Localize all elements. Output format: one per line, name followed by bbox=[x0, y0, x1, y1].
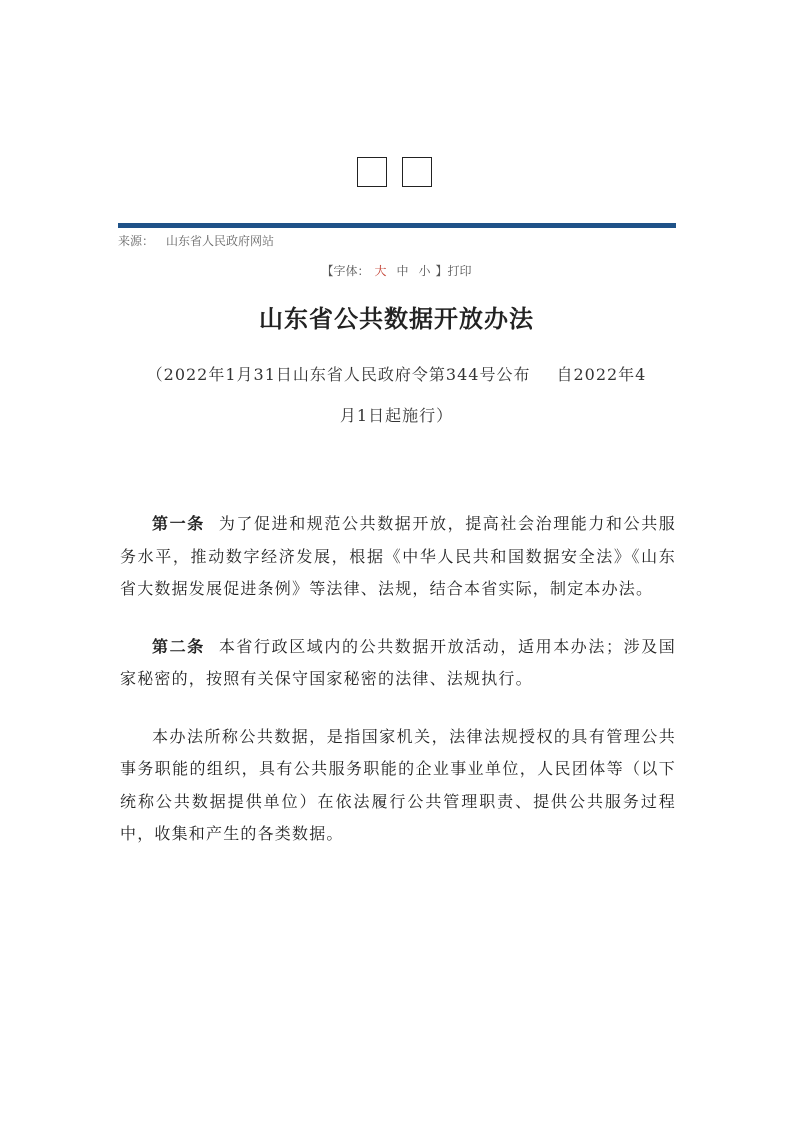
font-size-label: 字体： bbox=[333, 264, 370, 278]
subtitle-line-1 bbox=[0, 362, 793, 385]
document-body bbox=[120, 508, 676, 876]
subtitle-promulgation: （2022年1月31日山东省人民政府令第344号公布 bbox=[146, 365, 531, 384]
source-label: 来源： bbox=[118, 234, 155, 248]
font-size-large-link[interactable]: 大 bbox=[374, 264, 387, 278]
article-text: 为了促进和规范公共数据开放，提高社会治理能力和公共服务水平，推动数字经济发展，根据《中华人民共和国数据安全法》《山东省大数据发展促进条例》等法律、法规，结合本省实际，制定本办法。 bbox=[120, 514, 677, 598]
print-link[interactable]: 打印 bbox=[447, 264, 472, 278]
font-size-small-link[interactable]: 小 bbox=[418, 264, 431, 278]
subtitle-effective-part: 自2022年4 bbox=[556, 365, 647, 384]
source-value: 山东省人民政府网站 bbox=[166, 234, 275, 248]
subtitle-line-2: 月1日起施行） bbox=[339, 406, 454, 425]
article-text: 本省行政区域内的公共数据开放活动，适用本办法；涉及国家秘密的，按照有关保守国家秘密的法律、法规执行。 bbox=[120, 636, 677, 688]
source-line bbox=[118, 232, 274, 249]
article-paragraph bbox=[120, 631, 676, 696]
header-divider bbox=[118, 223, 676, 228]
placeholder-box-icon bbox=[357, 157, 387, 187]
placeholder-box-icon bbox=[402, 157, 432, 187]
article-paragraph bbox=[120, 508, 676, 606]
article-text: 本办法所称公共数据，是指国家机关，法律法规授权的具有管理公共事务职能的组织，具有公共服务职能的企业事业单位，人民团体等（以下统称公共数据提供单位）在依法履行公共管理职责、提供公共服务过程中，收集和产生的各类数据。 bbox=[120, 726, 676, 843]
font-bar-open-bracket: 【 bbox=[321, 264, 334, 278]
document-title: 山东省公共数据开放办法 bbox=[259, 305, 534, 333]
font-size-medium-link[interactable]: 中 bbox=[396, 264, 409, 278]
font-size-bar bbox=[0, 262, 793, 279]
article-heading: 第一条 bbox=[152, 514, 205, 533]
font-bar-close-bracket: 】 bbox=[435, 264, 448, 278]
article-paragraph bbox=[120, 721, 676, 851]
placeholder-glyph-boxes bbox=[357, 157, 432, 187]
article-heading: 第二条 bbox=[152, 636, 205, 656]
